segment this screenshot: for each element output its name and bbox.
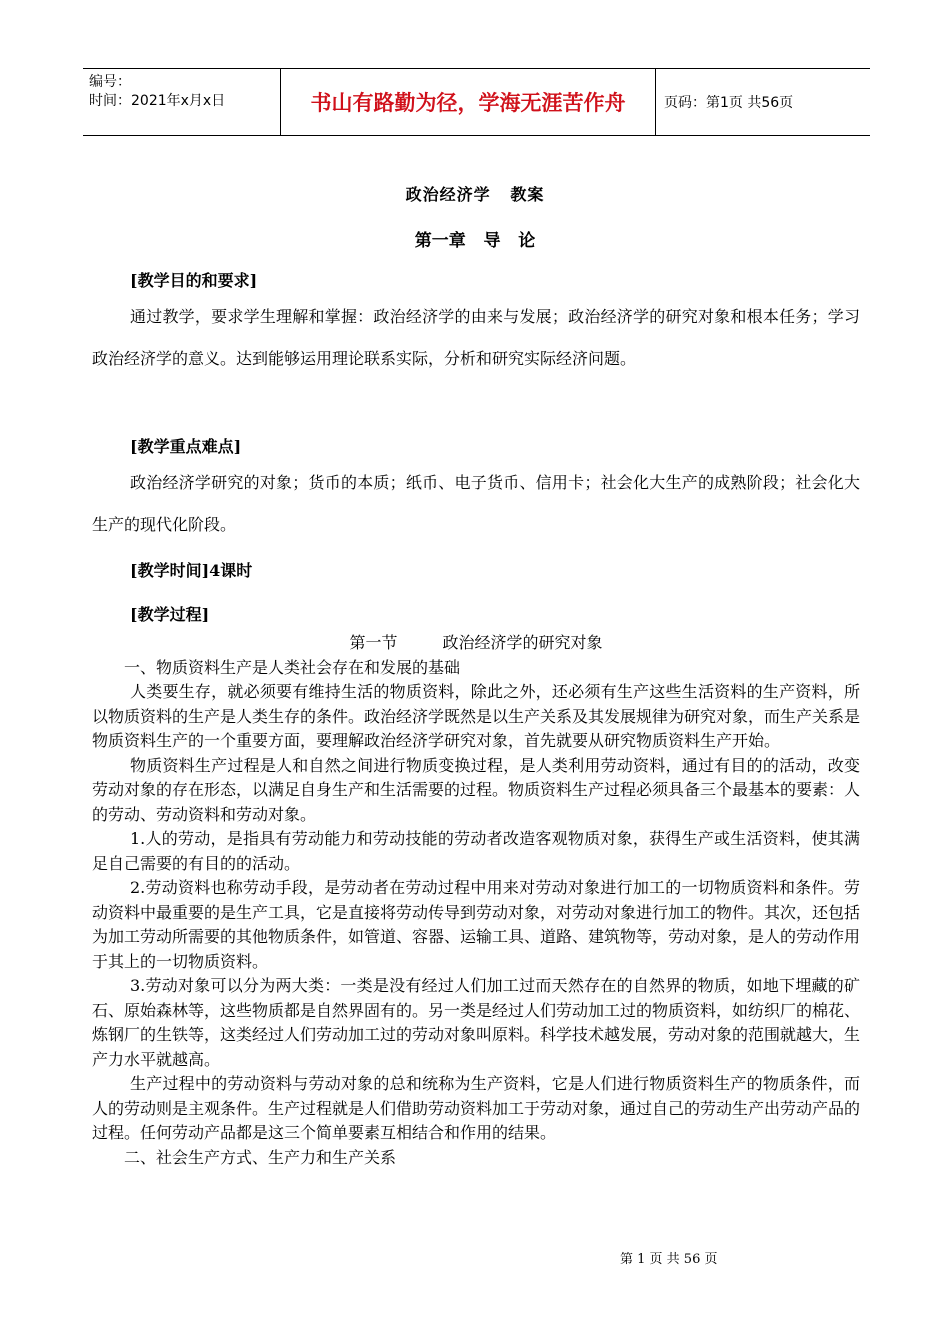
section-title: 第一节 政治经济学的研究对象 [349, 633, 603, 652]
teaching-process-heading: [教学过程] [130, 605, 210, 624]
document-date: 时间：2021年x月x日 [89, 93, 226, 109]
key-points-heading: [教学重点难点] [130, 437, 242, 456]
body-paragraph: 2.劳动资料也称劳动手段，是劳动者在劳动过程中用来对劳动对象进行加工的一切物质资料和条件。劳动资料中最重要的是生产工具，它是直接将劳动传导到劳动对象，对劳动对象进行加工的物件。其次，还包括为加工劳动所需要的其他物质条件，如管道、容器、运输工具、道路、建筑物等，劳动对象，是人的劳动作用于其上的一切物质资料。 [92, 878, 861, 971]
subheading-1: 一、物质资料生产是人类社会存在和发展的基础 [124, 657, 461, 677]
goals-heading: [教学目的和要求] [130, 271, 258, 290]
header-page-info: 页码：第1页 共56页 [664, 95, 794, 111]
body-paragraph: 1.人的劳动，是指具有劳动能力和劳动技能的劳动者改造客观物质对象，获得生产或生活资料，使其满足自己需要的有目的的活动。 [92, 829, 860, 873]
body-paragraph: 人类要生存，就必须要有维持生活的物质资料，除此之外，还必须有生产这些生活资料的生产资料，所以物质资料的生产是人类生存的条件。政治经济学既然是以生产关系及其发展规律为研究对象，而生产关系是物质资料生产的一个重要方面，要理解政治经济学研究对象，首先就要从研究物质资料生产开始。 [92, 682, 861, 750]
teaching-time-heading: [教学时间]4课时 [130, 561, 253, 580]
body-paragraph: 物质资料生产过程是人和自然之间进行物质变换过程，是人类利用劳动资料，通过有目的的活动，改变劳动对象的存在形态，以满足自身生产和生活需要的过程。物质资料生产过程必须具备三个最基本的要素：人的劳动、劳动资料和劳动对象。 [92, 755, 861, 824]
chapter-title: 第一章 导 论 [414, 231, 536, 251]
body-paragraph: 生产过程中的劳动资料与劳动对象的总和统称为生产资料，它是人们进行物质资料生产的物质条件，而人的劳动则是主观条件。生产过程就是人们借助劳动资料加工于劳动对象，通过自己的劳动生产出劳动产品的过程。任何劳动产品都是这三个简单要素互相结合和作用的结果。 [92, 1074, 861, 1142]
lesson-body [92, 631, 860, 1170]
document-title: 政治经济学 教案 [405, 185, 545, 204]
goals-paragraph: 通过教学，要求学生理解和掌握：政治经济学的由来与发展；政治经济学的研究对象和根本任务；学习政治经济学的意义。达到能够运用理论联系实际，分析和研究实际经济问题。 [92, 307, 860, 368]
header-motto: 书山有路勤为径，学海无涯苦作舟 [281, 69, 656, 135]
document-number-label: 编号： [89, 74, 131, 90]
subheading-2: 二、社会生产方式、生产力和生产关系 [124, 1147, 397, 1167]
page-footer: 第 1 页 共 56 页 [620, 1252, 718, 1267]
header-meta [83, 69, 281, 135]
body-paragraph: 3.劳动对象可以分为两大类：一类是没有经过人们加工过而天然存在的自然界的物质，如地下埋藏的矿石、原始森林等，这些物质都是自然界固有的。另一类是经过人们劳动加工过的物质资料，如纺织厂的棉花、炼钢厂的生铁等，这类经过人们劳动加工过的劳动对象叫原料。科学技术越发展，劳动对象的范围就越大，生产力水平就越高。 [92, 976, 861, 1069]
page-header [83, 68, 870, 136]
key-points-paragraph: 政治经济学研究的对象；货币的本质；纸币、电子货币、信用卡；社会化大生产的成熟阶段；社会化大生产的现代化阶段。 [92, 473, 860, 534]
